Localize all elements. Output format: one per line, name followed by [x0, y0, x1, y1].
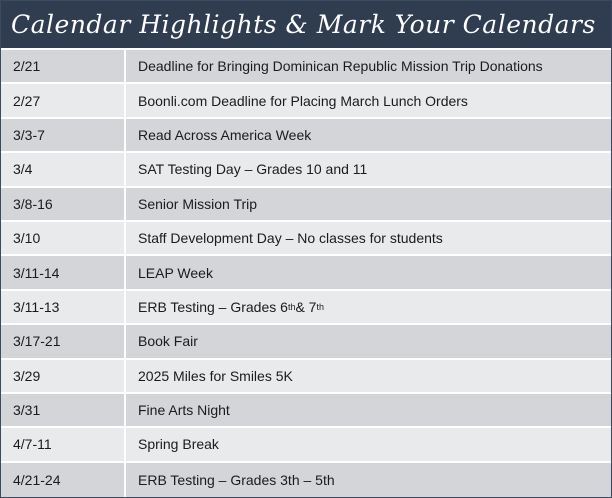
calendar-table [1, 50, 611, 497]
date-cell: 3/4 [1, 153, 126, 185]
table-row [1, 256, 611, 290]
event-text: ERB Testing – Grades 6 [138, 298, 288, 315]
event-text: & 7 [295, 298, 317, 315]
table-row [1, 428, 611, 462]
page-title: Calendar Highlights & Mark Your Calendars [11, 10, 596, 39]
date-cell: 3/29 [1, 360, 126, 392]
table-row [1, 360, 611, 394]
date-cell: 3/11-14 [1, 256, 126, 288]
table-row [1, 222, 611, 256]
date-cell: 4/7-11 [1, 428, 126, 460]
event-cell: SAT Testing Day – Grades 10 and 11 [126, 153, 611, 185]
table-row [1, 119, 611, 153]
date-cell: 2/21 [1, 50, 126, 82]
date-cell: 3/3-7 [1, 119, 126, 151]
event-cell: Boonli.com Deadline for Placing March Lunch Orders [126, 84, 611, 116]
date-cell: 2/27 [1, 84, 126, 116]
date-cell: 3/8-16 [1, 188, 126, 220]
event-cell: Read Across America Week [126, 119, 611, 151]
table-row [1, 394, 611, 428]
event-cell: Senior Mission Trip [126, 188, 611, 220]
table-row [1, 84, 611, 118]
event-cell: Fine Arts Night [126, 394, 611, 426]
event-cell: Deadline for Bringing Dominican Republic Mission Trip Donations [126, 50, 611, 82]
event-cell: Spring Break [126, 428, 611, 460]
table-row [1, 463, 611, 497]
event-cell: Book Fair [126, 325, 611, 357]
table-row [1, 50, 611, 84]
event-cell: ERB Testing – Grades 3th – 5th [126, 463, 611, 497]
table-row [1, 325, 611, 359]
date-cell: 3/17-21 [1, 325, 126, 357]
date-cell: 3/11-13 [1, 291, 126, 323]
event-cell: Staff Development Day – No classes for students [126, 222, 611, 254]
event-cell: ERB Testing – Grades 6 th & 7 th [126, 291, 611, 323]
event-cell: LEAP Week [126, 256, 611, 288]
date-cell: 3/31 [1, 394, 126, 426]
table-row [1, 153, 611, 187]
calendar-header [1, 1, 611, 50]
event-cell: 2025 Miles for Smiles 5K [126, 360, 611, 392]
date-cell: 4/21-24 [1, 463, 126, 497]
date-cell: 3/10 [1, 222, 126, 254]
table-row [1, 188, 611, 222]
table-row [1, 291, 611, 325]
